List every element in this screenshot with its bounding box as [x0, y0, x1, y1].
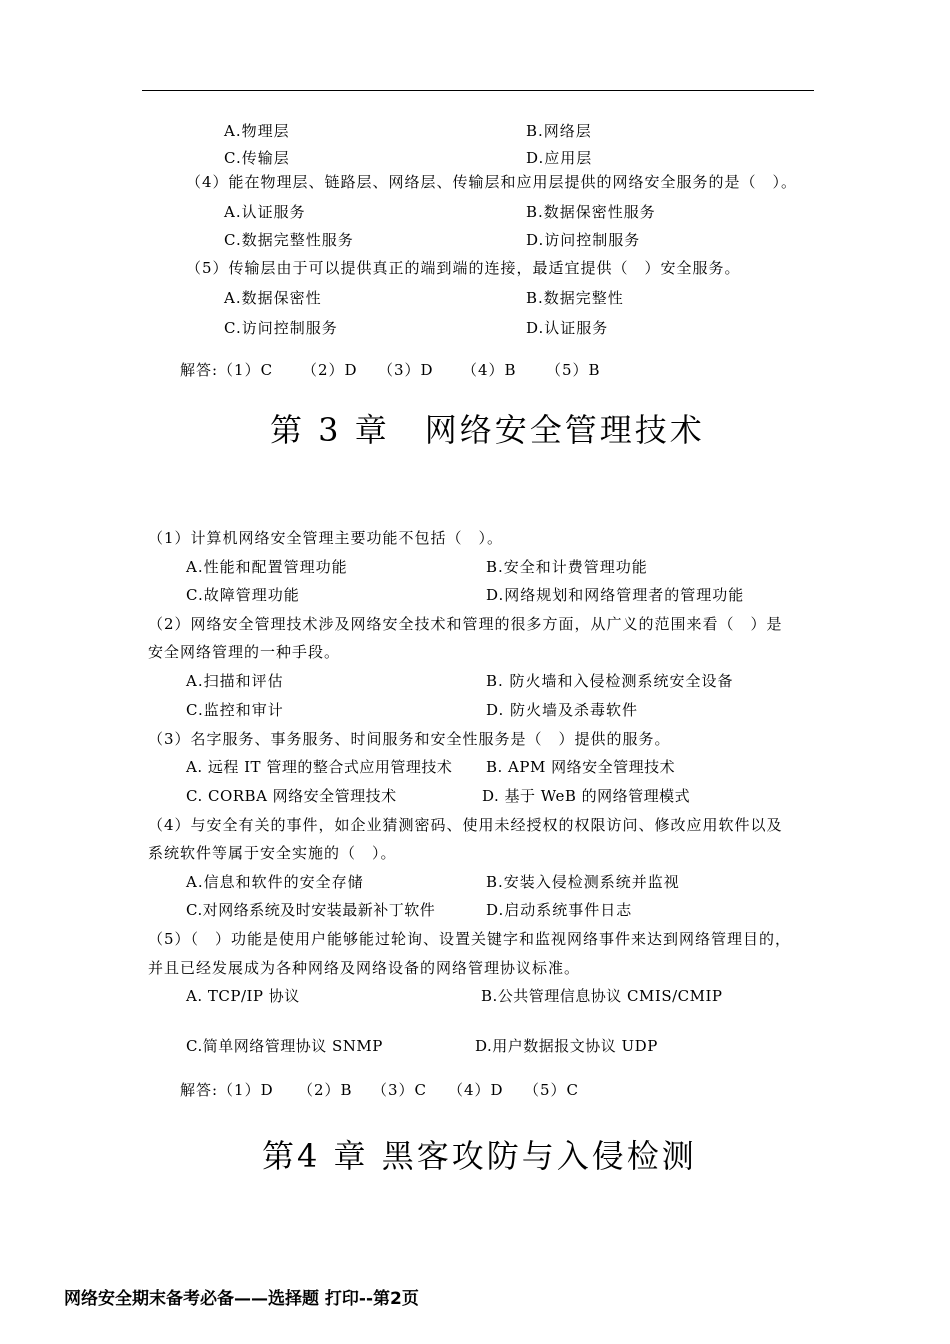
prev-q5-stem: （5）传输层由于可以提供真正的端到端的连接，最适宜提供（ ）安全服务。: [186, 259, 741, 277]
ch3-q2-option-a: A.扫描和评估: [186, 672, 284, 690]
ch3-q5-option-a: A. TCP/IP 协议: [186, 987, 300, 1005]
ch3-q4-stem-line2: 系统软件等属于安全实施的（ ）。: [148, 844, 397, 862]
prev-answer-2: （2）D: [302, 361, 358, 379]
prev-q4-option-d: D.访问控制服务: [526, 231, 641, 249]
ch3-q4-stem-line1: （4）与安全有关的事件，如企业猜测密码、使用未经授权的权限访问、修改应用软件以及: [148, 816, 783, 834]
ch3-q5-option-d: D.用户数据报文协议 UDP: [475, 1037, 658, 1055]
prev-q5-option-a: A.数据保密性: [224, 289, 322, 307]
prev-q3-option-d: D.应用层: [526, 149, 593, 167]
chapter4-title: 第4 章 黑客攻防与入侵检测: [262, 1137, 697, 1175]
prev-answer-3: （3）D: [378, 361, 434, 379]
ch3-q5-stem-line2: 并且已经发展成为各种网络及网络设备的网络管理协议标准。: [148, 959, 581, 977]
ch3-q5-stem-line1: （5）（ ）功能是使用户能够能过轮询、设置关键字和监视网络事件来达到网络管理目的，: [148, 930, 792, 948]
prev-answer-4: （4）B: [462, 361, 517, 379]
prev-q5-option-c: C.访问控制服务: [224, 319, 338, 337]
ch3-q3-option-c: C. CORBA 网络安全管理技术: [186, 787, 397, 805]
prev-q4-option-b: B.数据保密性服务: [526, 203, 656, 221]
prev-q5-option-b: B.数据完整性: [526, 289, 624, 307]
prev-q5-option-d: D.认证服务: [526, 319, 609, 337]
prev-q3-option-b: B.网络层: [526, 122, 592, 140]
ch3-answer-4: （4）D: [448, 1081, 504, 1099]
ch3-q1-option-a: A.性能和配置管理功能: [186, 558, 348, 576]
ch3-q1-option-c: C.故障管理功能: [186, 586, 300, 604]
chapter3-title: 第 3 章 网络安全管理技术: [270, 411, 705, 449]
ch3-q1-option-d: D.网络规划和网络管理者的管理功能: [486, 586, 745, 604]
ch3-q4-option-b: B.安装入侵检测系统并监视: [486, 873, 680, 891]
prev-q4-option-c: C.数据完整性服务: [224, 231, 354, 249]
ch3-q4-option-d: D.启动系统事件日志: [486, 901, 633, 919]
ch3-q4-option-c: C.对网络系统及时安装最新补丁软件: [186, 901, 436, 919]
ch3-q5-option-c: C.简单网络管理协议 SNMP: [186, 1037, 383, 1055]
prev-answer-1: 解答:（1）C: [180, 361, 274, 379]
ch3-q1-option-b: B.安全和计费管理功能: [486, 558, 648, 576]
header-rule: [142, 90, 814, 91]
ch3-answer-2: （2）B: [298, 1081, 353, 1099]
ch3-q4-option-a: A.信息和软件的安全存储: [186, 873, 364, 891]
ch3-answer-1: 解答:（1）D: [180, 1081, 274, 1099]
ch3-q2-option-d: D. 防火墙及杀毒软件: [486, 701, 639, 719]
page-footer: 网络安全期末备考必备——选择题 打印--第2页: [64, 1289, 419, 1309]
ch3-q3-option-a: A. 远程 IT 管理的整合式应用管理技术: [186, 758, 453, 776]
prev-q3-option-a: A.物理层: [224, 122, 290, 140]
ch3-answer-5: （5）C: [524, 1081, 580, 1099]
ch3-q3-option-b: B. APM 网络安全管理技术: [486, 758, 676, 776]
ch3-q5-option-b: B.公共管理信息协议 CMIS/CMIP: [481, 987, 723, 1005]
prev-answer-5: （5）B: [546, 361, 601, 379]
ch3-q3-stem: （3）名字服务、事务服务、时间服务和安全性服务是（ ）提供的服务。: [148, 730, 671, 748]
ch3-q2-stem-line2: 安全网络管理的一种手段。: [148, 643, 341, 661]
ch3-answer-3: （3）C: [372, 1081, 428, 1099]
ch3-q2-option-b: B. 防火墙和入侵检测系统安全设备: [486, 672, 734, 690]
prev-q4-stem: （4）能在物理层、链路层、网络层、传输层和应用层提供的网络安全服务的是（ ）。: [186, 173, 798, 191]
prev-q4-option-a: A.认证服务: [224, 203, 306, 221]
prev-q3-option-c: C.传输层: [224, 149, 290, 167]
ch3-q2-option-c: C.监控和审计: [186, 701, 284, 719]
ch3-q1-stem: （1）计算机网络安全管理主要功能不包括（ ）。: [148, 529, 504, 547]
ch3-q2-stem-line1: （2）网络安全管理技术涉及网络安全技术和管理的很多方面，从广义的范围来看（ ）是: [148, 615, 783, 633]
ch3-q3-option-d: D. 基于 WeB 的网络管理模式: [482, 787, 691, 805]
